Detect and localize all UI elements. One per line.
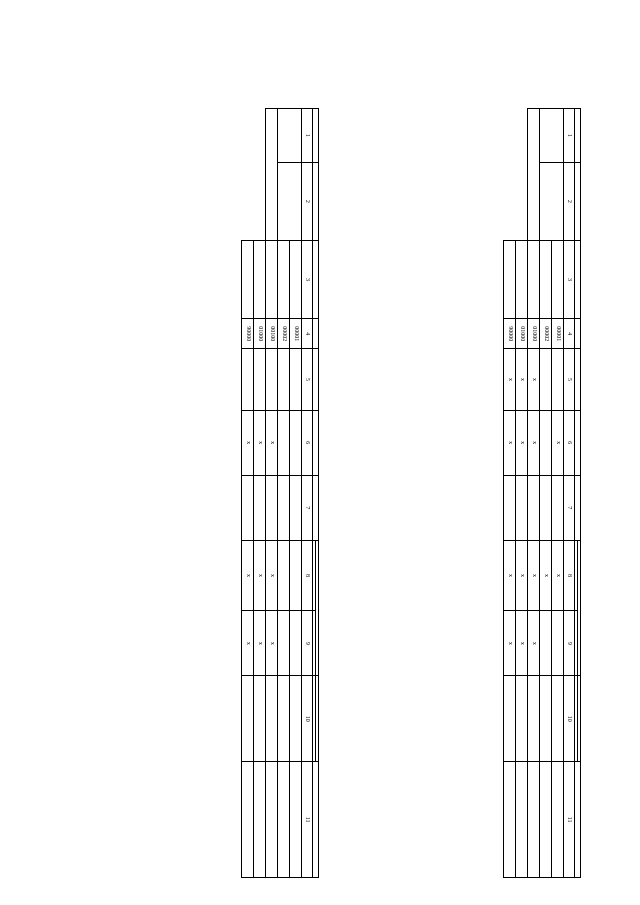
row-code: 00002 [278,319,290,349]
s1-h-c4 [575,319,581,349]
s2-h-c1 [313,109,319,163]
s2-num: 10 [302,676,313,762]
s1-num: 11 [564,762,575,878]
total-kbk-code: 01000 [516,319,528,349]
s1-num: 3 [564,240,575,318]
s2-h-group89 [316,540,319,676]
s2-num: 9 [302,611,313,676]
s2-h-c4 [313,319,319,349]
table-row-total-subject: 01000 x x x x [528,109,540,878]
s1-h-c1 [575,109,581,163]
s2-h-c6 [313,410,319,475]
s2-num: 5 [302,349,313,410]
s2-h-c8 [313,540,316,611]
s1-h-c5 [575,349,581,410]
s2-num: 7 [302,475,313,540]
s1-num: 9 [564,611,575,676]
s1-num: 6 [564,410,575,475]
total-kbk-label [516,240,528,318]
s1-num: 8 [564,540,575,611]
section1-table [503,108,581,878]
s2-h-c10-group [316,676,319,762]
s1-h-c7 [575,475,581,540]
total-subject-code: 01000 [528,319,540,349]
total-kbk-code: 01000 [254,319,266,349]
s2-h-c2 [313,162,319,240]
cell-x: x [552,410,564,475]
table-row-total-subject: 00100 x x x [266,109,278,878]
s2-num: 8 [302,540,313,611]
grand-total-code: 90000 [242,319,254,349]
s1-h-c9 [575,611,578,676]
s2-h-c7 [313,475,319,540]
s2-num: 3 [302,240,313,318]
s1-num: 7 [564,475,575,540]
s2-h-c11 [313,762,319,878]
s2-num: 2 [302,162,313,240]
table-row-grand-total: 90000 x x x [242,109,254,878]
row-code: 00001 [290,319,302,349]
s1-h-c10-group [578,676,581,762]
s1-num: 4 [564,319,575,349]
cell-x: x [552,540,564,611]
table-row-total-kbk: 01000 x x x [254,109,266,878]
s1-num: 5 [564,349,575,410]
s2-num: 1 [302,109,313,163]
table-row [290,109,302,878]
table-row [552,109,564,878]
section2-table [241,108,319,878]
rotated-form [45,100,605,890]
total-subject-label [266,240,278,318]
s2-h-c10 [313,676,316,762]
s1-h-c8 [575,540,578,611]
s1-num: 1 [564,109,575,163]
s1-num: 10 [564,676,575,762]
row-code: 00002 [540,319,552,349]
grand-total-code: 90000 [504,319,516,349]
s1-h-c2 [575,162,581,240]
s1-h-c3 [575,240,581,318]
s2-num: 4 [302,319,313,349]
table-row-total-kbk: 01000 x x x x [516,109,528,878]
grand-total-label [242,240,254,318]
s1-h-group89 [578,540,581,676]
s2-h-c3 [313,240,319,318]
total-kbk-label [254,240,266,318]
row-code: 00001 [552,319,564,349]
s2-num: 6 [302,410,313,475]
s2-h-c9 [313,611,316,676]
cell-x: x [540,540,552,611]
total-subject-label [528,240,540,318]
s1-h-c6 [575,410,581,475]
total-subject-code: 00100 [266,319,278,349]
s1-num: 2 [564,162,575,240]
grand-total-label [504,240,516,318]
table-row-grand-total: 90000 x x x x [504,109,516,878]
s1-h-c10 [575,676,578,762]
s2-num: 11 [302,762,313,878]
s1-h-c11 [575,762,581,878]
s2-h-c5 [313,349,319,410]
